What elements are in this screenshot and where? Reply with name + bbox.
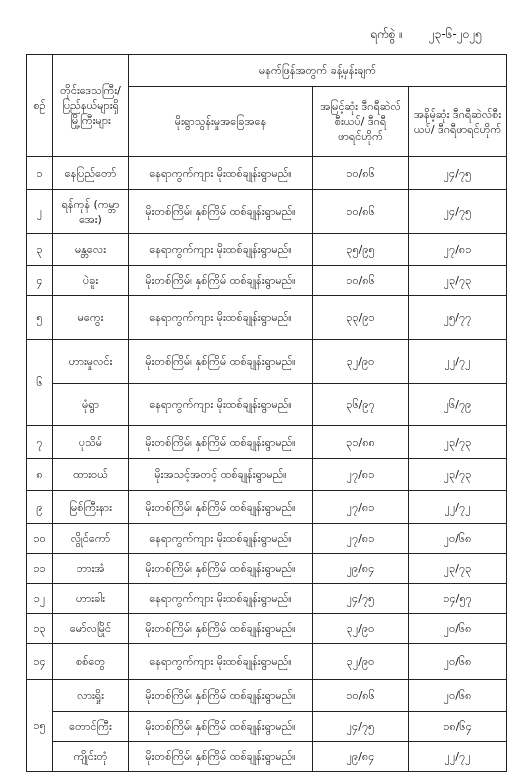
table-row (27, 190, 507, 234)
table-row (27, 384, 507, 426)
date-value: ၂၃-၆-၂၀၂၅ (428, 27, 483, 41)
row-min-temp: ၂၃/၇၃ (409, 554, 507, 584)
row-min-temp: ၂၂/၇၂ (409, 340, 507, 384)
table-row (27, 584, 507, 614)
row-weather: မိုးတစ်ကြိမ်၊ နှစ်ကြိမ် ထစ်ချုန်းရွာမည်။ (129, 680, 313, 712)
header-forecast-group: မနက်ဖြန်အတွက် ခန့်မှန်းချက် (129, 55, 507, 87)
row-city: ကျိုင်းတုံ (53, 742, 129, 772)
row-no: ၁၂ (27, 584, 53, 614)
row-city: လွိုင်ကော် (53, 524, 129, 554)
row-weather: နေရာကွက်ကျား မိုးထစ်ချုန်းရွာမည်။ (129, 644, 313, 680)
row-no: ၁၀ (27, 524, 53, 554)
row-weather: နေရာကွက်ကျား မိုးထစ်ချုန်းရွာမည်။ (129, 296, 313, 340)
row-max-temp: ၃၂/၉၀ (313, 340, 409, 384)
table-row (27, 296, 507, 340)
row-city: စစ်တွေ (53, 644, 129, 680)
row-max-temp: ၂၉/၈၄ (313, 554, 409, 584)
row-no: ၁၁ (27, 554, 53, 584)
table-row (27, 266, 507, 296)
row-weather: နေရာကွက်ကျား မိုးထစ်ချုန်းရွာမည်။ (129, 157, 313, 190)
row-weather: မိုးတစ်ကြိမ်၊ နှစ်ကြိမ် ထစ်ချုန်းရွာမည်။ (129, 426, 313, 459)
row-city: မန္တလေး (53, 234, 129, 266)
date-label: ရက်စွဲ ။ (370, 27, 403, 41)
row-no: ၇ (27, 426, 53, 459)
row-city: ဟားမှုလင်း (53, 340, 129, 384)
row-max-temp: ၂၉/၈၄ (313, 742, 409, 772)
row-no: ၃ (27, 234, 53, 266)
row-max-temp: ၂၇/၈၁ (313, 491, 409, 524)
row-max-temp: ၃၅/၉၅ (313, 234, 409, 266)
row-weather: မိုးအသင့်အတင့် ထစ်ချုန်းရွာမည်။ (129, 459, 313, 491)
row-weather: မိုးတစ်ကြိမ်၊ နှစ်ကြိမ် ထစ်ချုန်းရွာမည်။ (129, 190, 313, 234)
row-min-temp: ၂၄/၇၅ (409, 157, 507, 190)
row-no: ၁၃ (27, 614, 53, 644)
row-no: ၆ (27, 340, 53, 426)
row-min-temp: ၂၀/၆၈ (409, 524, 507, 554)
table-row (27, 340, 507, 384)
row-weather: မိုးတစ်ကြိမ်၊ နှစ်ကြိမ် ထစ်ချုန်းရွာမည်။ (129, 712, 313, 742)
row-min-temp: ၂၀/၆၈ (409, 680, 507, 712)
row-weather: နေရာကွက်ကျား မိုးထစ်ချုန်းရွာမည်။ (129, 584, 313, 614)
row-city: ဘားအံ (53, 554, 129, 584)
row-weather: မိုးတစ်ကြိမ်၊ နှစ်ကြိမ် ထစ်ချုန်းရွာမည်။ (129, 742, 313, 772)
row-min-temp: ၂၇/၈၁ (409, 234, 507, 266)
row-city: မုံရွာ (53, 384, 129, 426)
weather-forecast-table (26, 54, 507, 772)
row-city: မော်လမြိုင် (53, 614, 129, 644)
row-no: ၁ (27, 157, 53, 190)
row-min-temp: ၂၀/၆၈ (409, 614, 507, 644)
row-min-temp: ၂၂/၇၂ (409, 491, 507, 524)
row-weather: မိုးတစ်ကြိမ်၊ နှစ်ကြိမ် ထစ်ချုန်းရွာမည်။ (129, 266, 313, 296)
row-max-temp: ၂၄/၇၅ (313, 712, 409, 742)
table-row (27, 554, 507, 584)
table-row (27, 712, 507, 742)
row-max-temp: ၃၁/၈၈ (313, 426, 409, 459)
row-weather: နေရာကွက်ကျား မိုးထစ်ချုန်းရွာမည်။ (129, 384, 313, 426)
row-max-temp: ၁၀/၈၆ (313, 157, 409, 190)
row-max-temp: ၁၀/၈၆ (313, 680, 409, 712)
row-weather: မိုးတစ်ကြိမ်၊ နှစ်ကြိမ် ထစ်ချုန်းရွာမည်။ (129, 554, 313, 584)
header-no: စဉ် (27, 55, 53, 157)
row-city: တောင်ကြီး (53, 712, 129, 742)
row-city: ပုသိမ် (53, 426, 129, 459)
header-weather: မိုးရွာသွန်းမှုအခြေအနေ (129, 87, 313, 157)
row-min-temp: ၂၂/၇၂ (409, 742, 507, 772)
table-row (27, 426, 507, 459)
row-min-temp: ၁၈/၆၄ (409, 712, 507, 742)
row-city: မြစ်ကြီးနား (53, 491, 129, 524)
row-weather: မိုးတစ်ကြိမ်၊ နှစ်ကြိမ် ထစ်ချုန်းရွာမည်။ (129, 491, 313, 524)
table-row (27, 157, 507, 190)
header-max-temp: အမြင့်ဆုံး ဒီဂရီဆဲလ်စီးယပ်/ ဒီဂရီဖာရင်ဟိုက် (313, 87, 409, 157)
table-row (27, 491, 507, 524)
row-min-temp: ၂၅/၇၇ (409, 296, 507, 340)
row-max-temp: ၃၃/၉၁ (313, 296, 409, 340)
row-weather: နေရာကွက်ကျား မိုးထစ်ချုန်းရွာမည်။ (129, 234, 313, 266)
row-min-temp: ၂၀/၆၈ (409, 644, 507, 680)
row-weather: မိုးတစ်ကြိမ်၊ နှစ်ကြိမ် ထစ်ချုန်းရွာမည်။ (129, 340, 313, 384)
row-no: ၅ (27, 296, 53, 340)
row-no: ၂ (27, 190, 53, 234)
report-date (370, 26, 482, 44)
row-city: ပဲခူး (53, 266, 129, 296)
row-max-temp: ၃၂/၉၀ (313, 644, 409, 680)
row-city: ထားဝယ် (53, 459, 129, 491)
row-no: ၄ (27, 266, 53, 296)
table-row (27, 524, 507, 554)
row-max-temp: ၃၂/၉၀ (313, 614, 409, 644)
table-row (27, 742, 507, 772)
row-no: ၁၄ (27, 644, 53, 680)
row-no: ၁၅ (27, 680, 53, 772)
row-weather: မိုးတစ်ကြိမ်၊ နှစ်ကြိမ် ထစ်ချုန်းရွာမည်။ (129, 614, 313, 644)
table-row (27, 644, 507, 680)
row-min-temp: ၂၄/၇၅ (409, 190, 507, 234)
row-min-temp: ၁၄/၅၇ (409, 584, 507, 614)
table-row (27, 680, 507, 712)
row-min-temp: ၂၆/၇၉ (409, 384, 507, 426)
row-no: ၉ (27, 491, 53, 524)
row-max-temp: ၁၀/၈၆ (313, 190, 409, 234)
row-city: မကွေး (53, 296, 129, 340)
row-no: ၈ (27, 459, 53, 491)
row-max-temp: ၂၇/၈၁ (313, 524, 409, 554)
header-min-temp: အနိမ့်ဆုံး ဒီဂရီဆဲလ်စီးယပ်/ ဒီဂရီဖာရင်ဟိုက် (409, 87, 507, 157)
header-region: တိုင်းဒေသကြီး/ ပြည်နယ်များရှိ မြို့ကြီးများ (53, 55, 129, 157)
row-min-temp: ၂၃/၇၃ (409, 426, 507, 459)
row-min-temp: ၂၃/၇၃ (409, 266, 507, 296)
row-city: ဟားခါး (53, 584, 129, 614)
row-city: နေပြည်တော် (53, 157, 129, 190)
row-city: လားရှိုး (53, 680, 129, 712)
row-city: ရန်ကုန် (ကမ္ဘာအေး) (53, 190, 129, 234)
row-max-temp: ၂၇/၈၁ (313, 459, 409, 491)
row-max-temp: ၂၄/၇၅ (313, 584, 409, 614)
table-row (27, 234, 507, 266)
row-min-temp: ၂၃/၇၃ (409, 459, 507, 491)
table-row (27, 614, 507, 644)
row-max-temp: ၁၀/၈၆ (313, 266, 409, 296)
table-row (27, 459, 507, 491)
row-max-temp: ၃၆/၉၇ (313, 384, 409, 426)
row-weather: နေရာကွက်ကျား မိုးထစ်ချုန်းရွာမည်။ (129, 524, 313, 554)
